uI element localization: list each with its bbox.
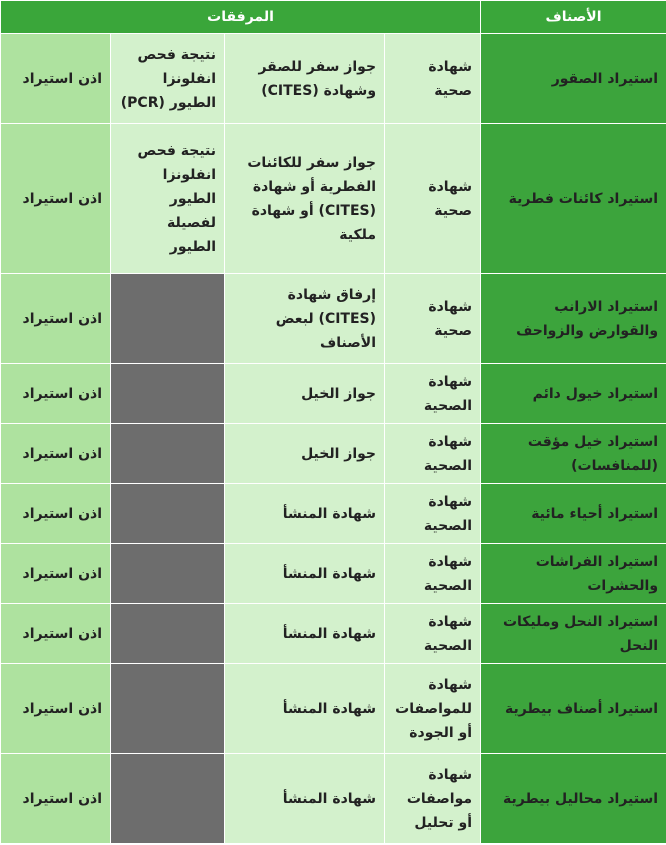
import-permit-cell: اذن استيراد bbox=[1, 544, 111, 604]
import-permit-cell: اذن استيراد bbox=[1, 34, 111, 124]
import-permit-cell: اذن استيراد bbox=[1, 364, 111, 424]
category-cell: استيراد خيول دائم bbox=[481, 364, 666, 424]
category-cell: استيراد الصقور bbox=[481, 34, 666, 124]
table-row bbox=[1, 424, 666, 484]
test-result-cell: نتيجة فحص انفلونزا الطيور (PCR) bbox=[111, 34, 225, 124]
category-cell: استيراد الفراشات والحشرات bbox=[481, 544, 666, 604]
document-cell: شهادة المنشأ bbox=[225, 604, 385, 664]
import-permit-cell: اذن استيراد bbox=[1, 424, 111, 484]
document-cell: شهادة المنشأ bbox=[225, 544, 385, 604]
category-cell: استيراد أصناف بيطرية bbox=[481, 664, 666, 754]
import-permit-cell: اذن استيراد bbox=[1, 604, 111, 664]
category-cell: استيراد الارانب والقوارض والزواحف bbox=[481, 274, 666, 364]
document-cell: جواز سفر للصقر وشهادة (CITES) bbox=[225, 34, 385, 124]
table-header-row bbox=[1, 1, 666, 34]
document-cell: إرفاق شهادة (CITES) لبعض الأصناف bbox=[225, 274, 385, 364]
document-cell: شهادة المنشأ bbox=[225, 484, 385, 544]
categories-header: الأصناف bbox=[481, 1, 666, 34]
document-cell: شهادة المنشأ bbox=[225, 664, 385, 754]
category-cell: استيراد محاليل بيطرية bbox=[481, 754, 666, 844]
empty-cell bbox=[111, 364, 225, 424]
health-certificate-cell: شهادة الصحية bbox=[385, 544, 481, 604]
health-certificate-cell: شهادة صحية bbox=[385, 124, 481, 274]
table-row bbox=[1, 124, 666, 274]
document-cell: شهادة المنشأ bbox=[225, 754, 385, 844]
table-row bbox=[1, 544, 666, 604]
import-permit-cell: اذن استيراد bbox=[1, 274, 111, 364]
empty-cell bbox=[111, 664, 225, 754]
empty-cell bbox=[111, 274, 225, 364]
category-cell: استيراد خيل مؤقت (للمنافسات) bbox=[481, 424, 666, 484]
document-cell: جواز الخيل bbox=[225, 364, 385, 424]
category-cell: استيراد أحياء مائية bbox=[481, 484, 666, 544]
table-row bbox=[1, 754, 666, 844]
table-row bbox=[1, 664, 666, 754]
test-result-cell: نتيجة فحص انفلونزا الطيور لفصيلة الطيور bbox=[111, 124, 225, 274]
health-certificate-cell: شهادة صحية bbox=[385, 34, 481, 124]
empty-cell bbox=[111, 484, 225, 544]
import-permit-cell: اذن استيراد bbox=[1, 754, 111, 844]
document-cell: جواز الخيل bbox=[225, 424, 385, 484]
import-permit-cell: اذن استيراد bbox=[1, 124, 111, 274]
attachments-header: المرفقات bbox=[1, 1, 481, 34]
import-permit-cell: اذن استيراد bbox=[1, 664, 111, 754]
health-certificate-cell: شهادة الصحية bbox=[385, 484, 481, 544]
table-row bbox=[1, 604, 666, 664]
health-certificate-cell: شهادة مواصفات أو تحليل bbox=[385, 754, 481, 844]
table-row bbox=[1, 364, 666, 424]
empty-cell bbox=[111, 604, 225, 664]
health-certificate-cell: شهادة الصحية bbox=[385, 604, 481, 664]
table-row bbox=[1, 484, 666, 544]
table-row bbox=[1, 274, 666, 364]
empty-cell bbox=[111, 754, 225, 844]
health-certificate-cell: شهادة الصحية bbox=[385, 424, 481, 484]
table-row bbox=[1, 34, 666, 124]
empty-cell bbox=[111, 424, 225, 484]
health-certificate-cell: شهادة للمواصفات أو الجودة bbox=[385, 664, 481, 754]
document-cell: جواز سفر للكائنات الفطرية أو شهادة (CITES) أو شهادة ملكية bbox=[225, 124, 385, 274]
category-cell: استيراد كائنات فطرية bbox=[481, 124, 666, 274]
category-cell: استيراد النحل ومليكات النحل bbox=[481, 604, 666, 664]
empty-cell bbox=[111, 544, 225, 604]
health-certificate-cell: شهادة الصحية bbox=[385, 364, 481, 424]
import-permit-cell: اذن استيراد bbox=[1, 484, 111, 544]
health-certificate-cell: شهادة صحية bbox=[385, 274, 481, 364]
